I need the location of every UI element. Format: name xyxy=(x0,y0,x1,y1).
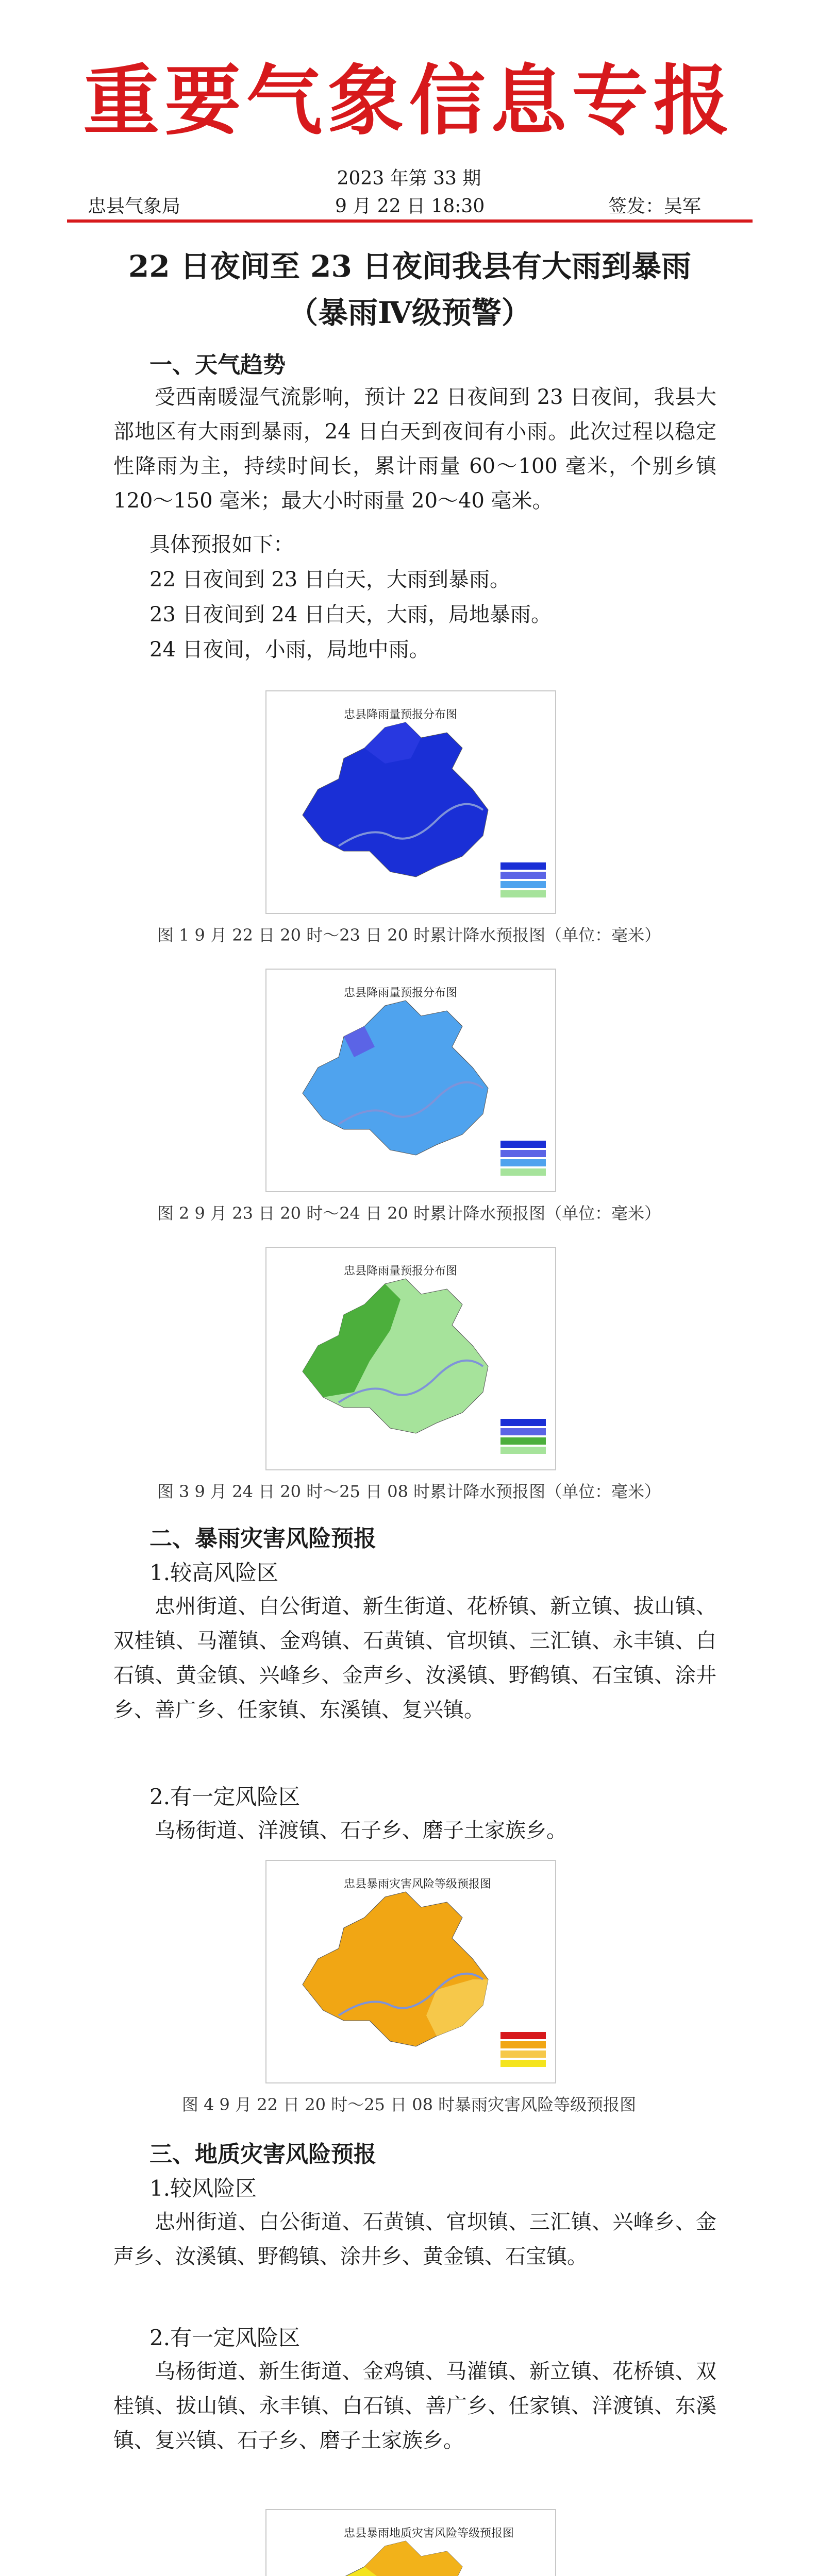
legend-swatch xyxy=(500,890,546,897)
issue-datetime: 9 月 22 日 18:30 xyxy=(335,196,485,217)
legend-swatch xyxy=(500,881,546,888)
headline-line2: （暴雨Ⅳ级预警） xyxy=(288,295,531,330)
forecast-line-2: 23 日夜间到 24 日白天，大雨，局地暴雨。 xyxy=(149,603,552,626)
map-graphic xyxy=(266,2510,555,2576)
risk-area-list: 乌杨街道、洋渡镇、石子乡、磨子土家族乡。 xyxy=(155,1819,567,1842)
risk-area-list: 忠州街道、白公街道、新生街道、花桥镇、新立镇、拔山镇、双桂镇、马灌镇、金鸡镇、石黄镇、官坝镇、三汇镇、永丰镇、白石镇、黄金镇、兴峰乡、金声乡、汝溪镇、野鹤镇、石宝镇、涂井乡、善广乡、任家镇、东溪镇、复兴镇。 xyxy=(113,1595,716,1722)
risk-level-heading: 2.有一定风险区 xyxy=(149,2325,301,2350)
risk-area-list: 忠州街道、白公街道、石黄镇、官坝镇、三汇镇、兴峰乡、金声乡、汝溪镇、野鹤镇、涂井乡、黄金镇、石宝镇。 xyxy=(113,2210,716,2268)
map-title: 忠县降雨量预报分布图 xyxy=(344,708,458,721)
figure-caption-4: 图 4 9 月 22 日 20 时～25 日 08 时暴雨灾害风险等级预报图 xyxy=(181,2095,637,2114)
map-legend xyxy=(500,2030,546,2067)
map-rainfall-3 xyxy=(265,1247,556,1470)
headline-line1: 22 日夜间至 23 日夜间我县有大雨到暴雨 xyxy=(128,249,691,284)
forecast-line-3: 24 日夜间，小雨，局地中雨。 xyxy=(149,638,430,662)
map-title: 忠县降雨量预报分布图 xyxy=(344,1265,458,1278)
map-legend xyxy=(500,860,546,897)
section-heading-1: 一、天气趋势 xyxy=(149,352,286,378)
signer: 签发：吴军 xyxy=(608,196,702,217)
forecast-line-1: 22 日夜间到 23 日白天，大雨到暴雨。 xyxy=(149,568,510,591)
meta-row xyxy=(67,190,753,218)
legend-swatch xyxy=(500,2032,546,2039)
legend-swatch xyxy=(500,1447,546,1454)
map-rainfall-1 xyxy=(265,690,556,914)
risk-level-heading: 1.较风险区 xyxy=(149,2176,257,2201)
figure-caption-3: 图 3 9 月 24 日 20 时～25 日 08 时累计降水预报图（单位：毫米） xyxy=(157,1482,661,1501)
map-title: 忠县暴雨灾害风险等级预报图 xyxy=(344,1878,492,1891)
agency: 忠县气象局 xyxy=(88,196,181,217)
legend-swatch xyxy=(500,1419,546,1426)
legend-swatch xyxy=(500,1159,546,1166)
figure-caption-2: 图 2 9 月 23 日 20 时～24 日 20 时累计降水预报图（单位：毫米） xyxy=(157,1204,661,1223)
legend-swatch xyxy=(500,1141,546,1148)
legend-swatch xyxy=(500,1168,546,1176)
figure-caption-1: 图 1 9 月 22 日 20 时～23 日 20 时累计降水预报图（单位：毫米） xyxy=(157,925,661,945)
trend-paragraph: 受西南暖湿气流影响，预计 22 日夜间到 23 日夜间，我县大部地区有大雨到暴雨，24 日白天到夜间有小雨。此次过程以稳定性降雨为主，持续时间长，累计雨量 60～100 毫米，个别乡镇 120～150 毫米；最大小时雨量 20～40 毫米。 xyxy=(113,385,716,513)
issue-number: 2023 年第 33 期 xyxy=(337,168,481,189)
section-heading-2: 二、暴雨灾害风险预报 xyxy=(149,1526,376,1552)
legend-swatch xyxy=(500,2041,546,2048)
map-title: 忠县暴雨地质灾害风险等级预报图 xyxy=(344,2527,514,2540)
legend-swatch xyxy=(500,862,546,870)
masthead xyxy=(0,41,818,160)
map-title: 忠县降雨量预报分布图 xyxy=(344,987,458,999)
header-red-rule xyxy=(67,219,753,223)
map-legend xyxy=(500,1417,546,1454)
legend-swatch xyxy=(500,872,546,879)
risk-area-list: 乌杨街道、新生街道、金鸡镇、马灌镇、新立镇、花桥镇、双桂镇、拔山镇、永丰镇、白石镇、善广乡、任家镇、洋渡镇、东溪镇、复兴镇、石子乡、磨子土家族乡。 xyxy=(113,2360,716,2452)
section-heading-3: 三、地质灾害风险预报 xyxy=(149,2141,376,2167)
legend-swatch xyxy=(500,2050,546,2058)
map-rainstorm-risk xyxy=(265,1860,556,2083)
legend-swatch xyxy=(500,2060,546,2067)
bulletin-title: 重要气象信息专报 xyxy=(83,56,735,145)
map-geohazard-risk xyxy=(265,2509,556,2576)
legend-swatch xyxy=(500,1428,546,1435)
risk-level-heading: 1.较高风险区 xyxy=(149,1560,279,1585)
forecast-intro: 具体预报如下： xyxy=(149,533,294,556)
map-legend xyxy=(500,1139,546,1176)
map-rainfall-2 xyxy=(265,969,556,1192)
legend-swatch xyxy=(500,1150,546,1157)
risk-level-heading: 2.有一定风险区 xyxy=(149,1784,301,1809)
legend-swatch xyxy=(500,1437,546,1445)
